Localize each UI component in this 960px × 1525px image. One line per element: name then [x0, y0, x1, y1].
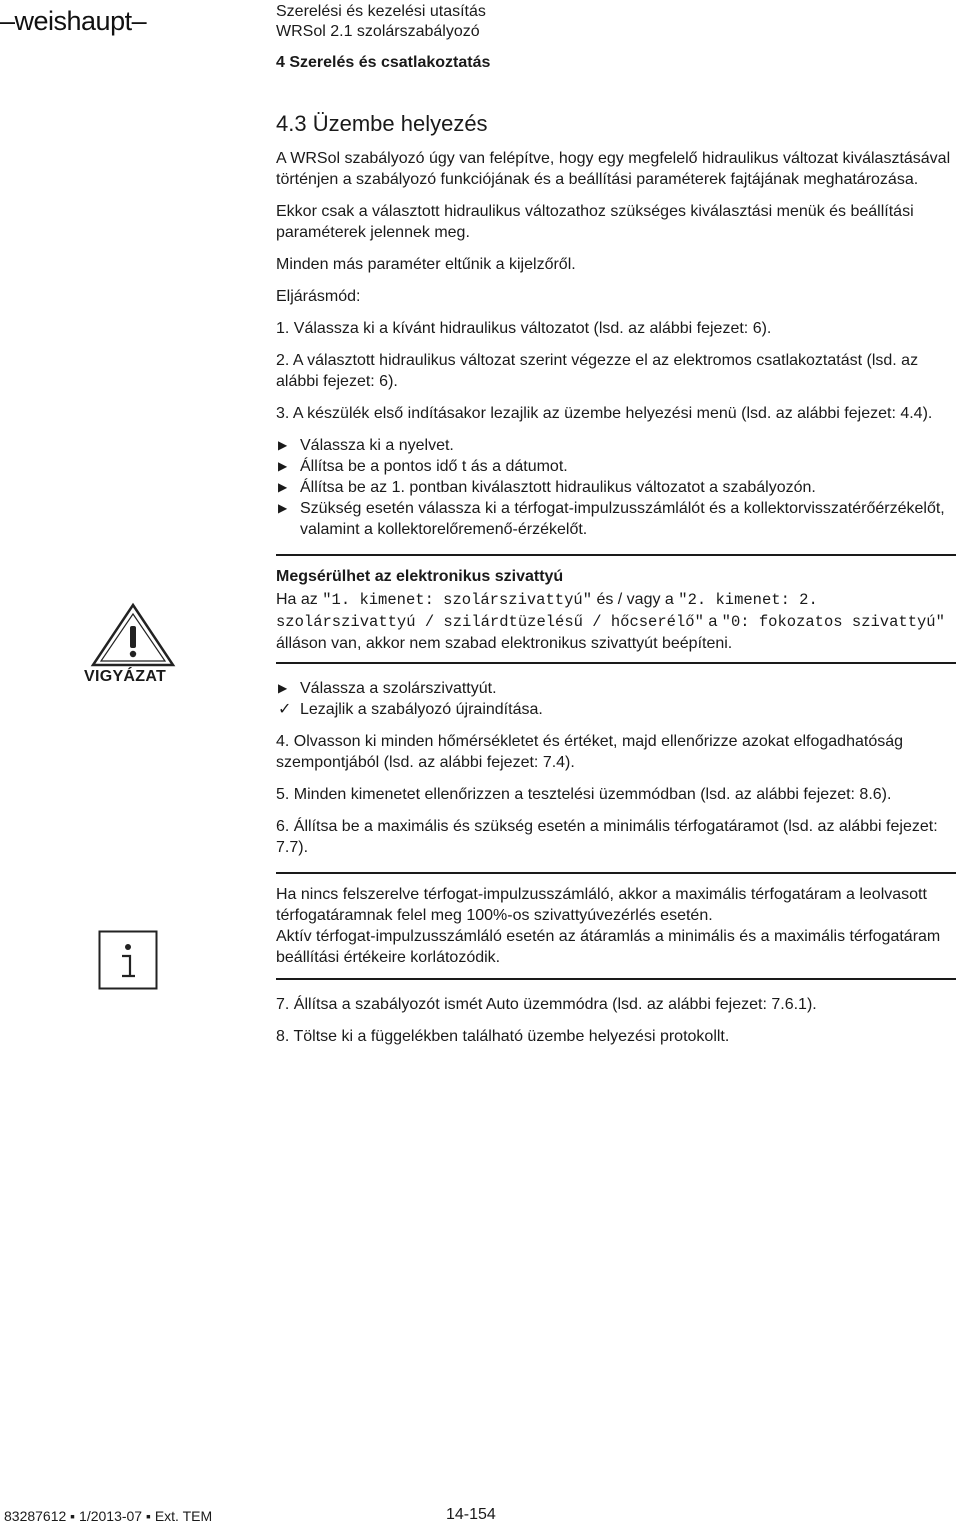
document-title	[276, 2, 486, 42]
warning-label: VIGYÁZAT	[84, 668, 167, 685]
list-item: ▶ Állítsa be a pontos idő t ás a dátumot.	[278, 458, 568, 475]
weishaupt-logo: –weishaupt–	[0, 6, 147, 36]
bullet-list-a	[276, 435, 956, 540]
paragraph-procedure: Eljárásmód:	[276, 288, 361, 305]
warning-triangle-icon	[90, 602, 176, 668]
main-content	[276, 110, 956, 1058]
step-2: 2. A választott hidraulikus változat szerint végezze el az elektromos csatlakoztatást (lsd. az alábbi fejezet: 6).	[276, 352, 919, 390]
step-5: 5. Minden kimenetet ellenőrizzen a tesztelési üzemmódban (lsd. az alábbi fejezet: 8.6).	[276, 786, 892, 803]
arrow-right-icon: ▶	[278, 459, 288, 473]
warning-title: Megsérülhet az elektronikus szivattyú	[276, 568, 564, 585]
arrow-right-icon: ▶	[278, 681, 288, 695]
check-icon: ✓	[278, 701, 292, 718]
document-code: 83287612 ▪ 1/2013-07 ▪ Ext. TEM	[4, 1508, 213, 1524]
info-box	[276, 872, 956, 980]
info-icon	[98, 930, 158, 990]
step-4: 4. Olvasson ki minden hőmérsékletet és értéket, majd ellenőrizze azokat elfogadhatóság szempontjából (lsd. az alábbi fejezet: 7.4).	[276, 733, 904, 771]
section-heading: 4.3 Üzembe helyezés	[276, 111, 488, 136]
arrow-right-icon: ▶	[278, 480, 288, 494]
step-8: 8. Töltse ki a függelékben található üzembe helyezési protokollt.	[276, 1028, 730, 1045]
warning-text: Ha az "1. kimenet: szolárszivattyú" és / vagy a "2. kimenet: 2. szolárszivattyú / szilárdtüzelésű / hőcserélő" a "0: fokozatos szivattyú" álláson van, akkor nem szabad elektronikus szivattyút beépíteni.	[276, 591, 945, 652]
document-title-line-2: WRSol 2.1 szolárszabályozó	[276, 23, 480, 40]
step-3: 3. A készülék első indításakor lezajlik az üzembe helyezési menü (lsd. az alábbi fejezet: 4.4).	[276, 405, 933, 422]
arrow-right-icon: ▶	[278, 438, 288, 452]
chapter-title: 4 Szerelés és csatlakoztatás	[276, 54, 491, 71]
step-7: 7. Állítsa a szabályozót ismét Auto üzemmódra (lsd. az alábbi fejezet: 7.6.1).	[276, 996, 817, 1013]
list-item: ▶ Válassza ki a nyelvet.	[278, 437, 454, 454]
document-title-line-1: Szerelési és kezelési utasítás	[276, 3, 486, 20]
warning-box	[276, 554, 956, 664]
step-1: 1. Válassza ki a kívánt hidraulikus változatot (lsd. az alábbi fejezet: 6).	[276, 320, 772, 337]
paragraph-hidden-params: Minden más paraméter eltűnik a kijelzőről.	[276, 256, 576, 273]
info-text-2: Aktív térfogat-impulzusszámláló esetén az átáramlás a minimális és a maximális térfogatáram beállítási értékeire korlátozódik.	[276, 928, 941, 966]
list-item: ▶ Állítsa be az 1. pontban kiválasztott hidraulikus változatot a szabályozón.	[278, 479, 816, 496]
paragraph-menus: Ekkor csak a választott hidraulikus változathoz szükséges kiválasztási menük és beállítási paraméterek jelennek meg.	[276, 203, 914, 241]
paragraph-intro: A WRSol szabályozó úgy van felépítve, hogy egy megfelelő hidraulikus változat kiválasztásával történjen a szabályozó funkciójának és a beállítási paraméterek fajtájának meghatározása.	[276, 150, 951, 188]
list-item: ▶ Szükség esetén válassza ki a térfogat-impulzusszámlálót és a kollektorvisszatérőérzékelőt, valamint a kollektorelőremenő-érzékelőt.	[278, 500, 945, 538]
page-number: 14-154	[446, 1506, 496, 1523]
info-text-1: Ha nincs felszerelve térfogat-impulzusszámláló, akkor a maximális térfogatáram a leolvasott térfogatáramnak felel meg 100%-os szivattyúvezérlés esetén.	[276, 886, 927, 924]
list-item: ▶ Válassza a szolárszivattyút.	[278, 680, 497, 697]
result-item: ✓ Lezajlik a szabályozó újraindítása.	[278, 701, 543, 718]
arrow-right-icon: ▶	[278, 501, 288, 515]
step-6: 6. Állítsa be a maximális és szükség esetén a minimális térfogatáramot (lsd. az alábbi fejezet: 7.7).	[276, 818, 938, 856]
